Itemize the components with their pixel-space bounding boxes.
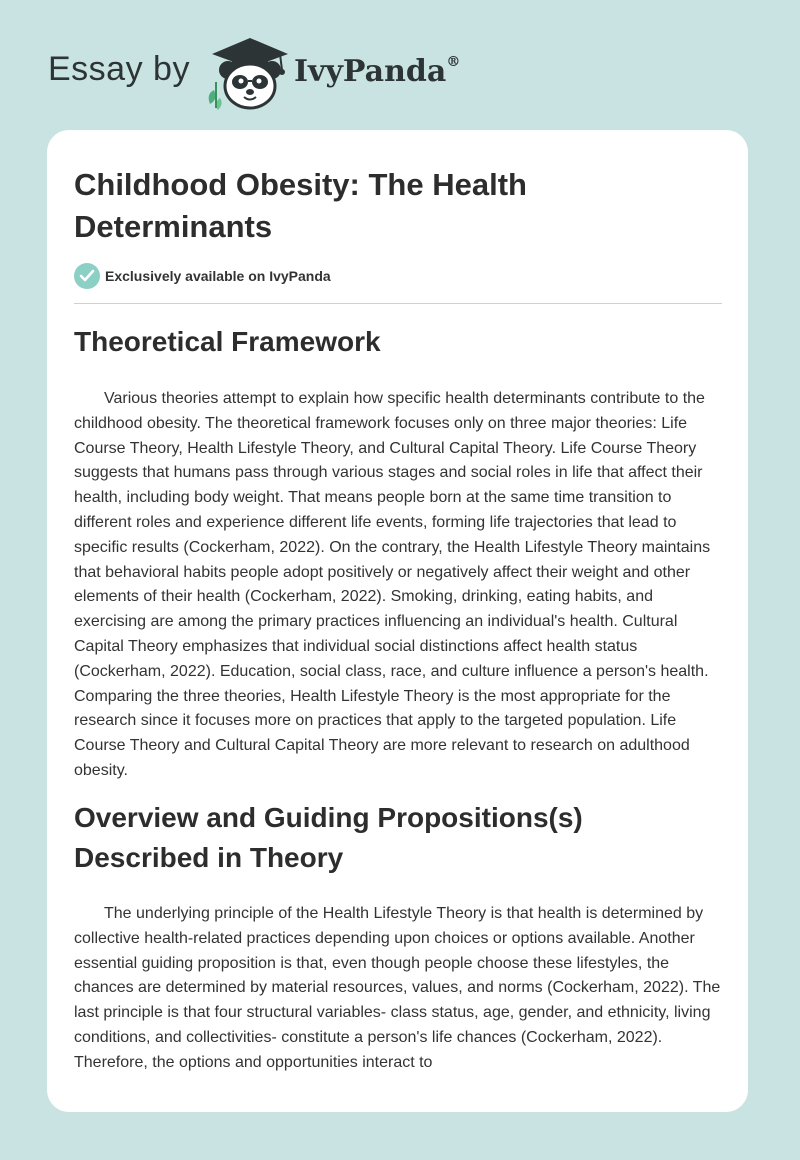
panda-logo-icon[interactable] <box>200 34 292 110</box>
divider <box>74 303 722 304</box>
badge-text: Exclusively available on IvyPanda <box>105 268 331 284</box>
check-icon <box>74 263 100 289</box>
page-title: Childhood Obesity: The Health Determinants <box>74 167 527 244</box>
exclusive-badge <box>74 263 331 289</box>
site-header <box>0 0 800 120</box>
registered-mark: ® <box>446 54 461 70</box>
paragraph-theoretical-framework: Various theories attempt to explain how specific health determinants contribute to the childhood obesity. The theoretical framework focuses only on three major theories: Life Course Theory, Health Lifestyle Theory, and Cultural Capital Theory. Life Course Theory suggests that humans pass through various stages and social roles in life that affect their health, including body weight. That means people born at the same time transition to different roles and experience different life events, forming life trajectories that lead to specific results (Cockerham, 2022). On the contrary, the Health Lifestyle Theory maintains that behavioral habits people adopt positively or negatively affect their weight and other elements of their health (Cockerham, 2022). Smoking, drinking, eating habits, and exercising are among the primary practices influencing an individual's health. Cultural Capital Theory emphasizes that individual social distinctions affect health status (Cockerham, 2022). Education, social class, race, and culture influence a person's health. Comparing the three theories, Health Lifestyle Theory is the most appropriate for the research since it focuses more on practices that apply to the targeted population. Life Course Theory and Cultural Capital Theory are more relevant to research on adulthood obesity. <box>74 390 711 779</box>
article-card <box>47 130 748 1112</box>
brand-prefix: Essay by <box>48 50 190 88</box>
section-heading-overview: Overview and Guiding Propositions(s) Described in Theory <box>74 802 583 873</box>
paragraph-overview: The underlying principle of the Health Lifestyle Theory is that health is determined by collective health-related practices depending upon choices or options available. Another essential guiding proposition is that, even though people choose these lifestyles, the chances are determined by material resources, values, and norms (Cockerham, 2022). The last principle is that four structural variables- class status, age, gender, and ethnicity, living conditions, and collectivities- constitute a person's life chances (Cockerham, 2022). Therefore, the options and opportunities interact to <box>74 905 721 1071</box>
brand-name[interactable]: IvyPanda® <box>294 54 461 89</box>
section-heading-theoretical-framework: Theoretical Framework <box>74 326 381 357</box>
